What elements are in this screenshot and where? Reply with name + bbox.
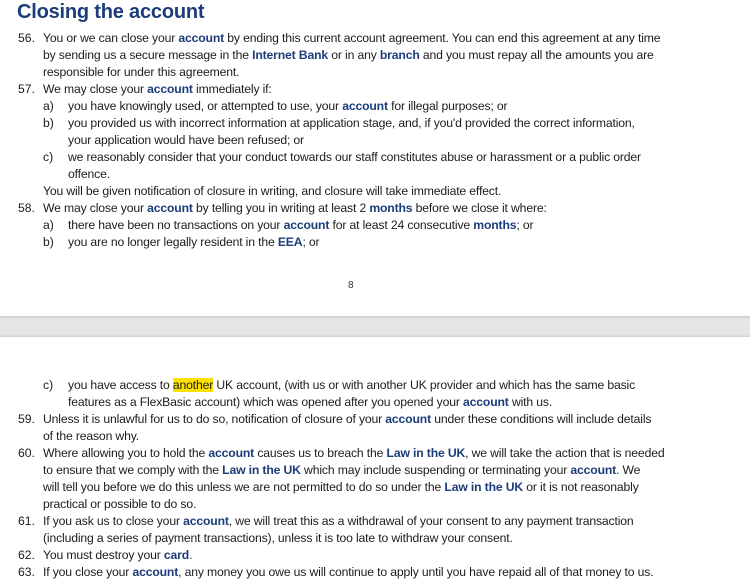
text-segment: for at least 24 consecutive bbox=[329, 218, 474, 232]
text-segment: causes us to breach the bbox=[254, 446, 387, 460]
defined-term: Internet Bank bbox=[252, 48, 329, 62]
text-segment: You must destroy your bbox=[43, 548, 164, 562]
text-segment: and you must repay all the amounts you are bbox=[419, 48, 654, 62]
clause-number: 61. bbox=[18, 514, 35, 528]
text-segment: You or we can close your bbox=[43, 31, 179, 45]
clause-number: 56. bbox=[18, 31, 35, 45]
text-segment: will tell you before we do this unless we are not permitted to do so under the bbox=[43, 480, 445, 494]
clause-text-line bbox=[43, 530, 513, 547]
text-segment: to ensure that we comply with the bbox=[43, 463, 223, 477]
text-segment: (including a series of payment transactions), unless it is too late to withdraw your consent. bbox=[43, 531, 513, 545]
defined-term: Law in the UK bbox=[444, 480, 524, 494]
clause-text-line bbox=[43, 64, 239, 81]
text-segment: for illegal purposes; or bbox=[387, 99, 508, 113]
subclause-text-line bbox=[68, 149, 641, 166]
clause-text-line bbox=[43, 513, 634, 530]
section-heading: Closing the account bbox=[17, 1, 205, 23]
text-segment: practical or possible to do so. bbox=[43, 497, 197, 511]
defined-term: card bbox=[163, 548, 190, 562]
subclause-text-line bbox=[68, 166, 110, 183]
text-segment: . bbox=[189, 548, 193, 562]
clause-number: 59. bbox=[18, 412, 35, 426]
clause-text-line bbox=[43, 47, 654, 64]
clause-text-line bbox=[43, 462, 640, 479]
clause-number: 63. bbox=[18, 565, 35, 579]
text-segment: immediately if: bbox=[192, 82, 272, 96]
clause-text-line bbox=[43, 496, 196, 513]
text-segment: If you ask us to close your bbox=[43, 514, 184, 528]
clause-text-line bbox=[43, 30, 660, 47]
text-segment: by sending us a secure message in the bbox=[43, 48, 253, 62]
defined-term: account bbox=[463, 395, 509, 409]
defined-term: Law in the UK bbox=[222, 463, 301, 477]
clause-text-line bbox=[43, 428, 139, 445]
clause-text-line bbox=[43, 564, 653, 581]
text-segment: you are no longer legally resident in the bbox=[68, 235, 278, 249]
text-segment: of the reason why. bbox=[43, 429, 139, 443]
text-segment: We may close your bbox=[43, 201, 148, 215]
text-segment: there have been no transactions on your bbox=[68, 218, 284, 232]
text-segment: Where allowing you to hold the bbox=[43, 446, 209, 460]
text-segment: ; or bbox=[302, 235, 320, 249]
defined-term: account bbox=[183, 514, 229, 528]
search-highlight: another bbox=[172, 378, 214, 392]
text-segment: . We bbox=[616, 463, 641, 477]
defined-term: account bbox=[283, 218, 330, 232]
text-segment: If you close your bbox=[43, 565, 133, 579]
subclause-text-line bbox=[68, 217, 533, 234]
defined-term: account bbox=[385, 412, 431, 426]
clause-text-line bbox=[43, 445, 664, 462]
clause-number: 62. bbox=[18, 548, 35, 562]
clause-text-line bbox=[43, 411, 651, 428]
clause-text-line bbox=[43, 479, 639, 496]
subclause-text-line bbox=[68, 234, 319, 251]
subclause-text-line bbox=[68, 394, 552, 411]
defined-term: months bbox=[369, 201, 413, 215]
text-segment: , we will take the action that is needed bbox=[465, 446, 665, 460]
clause-number: 58. bbox=[18, 201, 35, 215]
subclause-text-line bbox=[68, 132, 304, 149]
subclause-text-line bbox=[68, 377, 635, 394]
document-page-9 bbox=[0, 337, 750, 586]
clause-number: 57. bbox=[18, 82, 35, 96]
text-segment: under these conditions will include details bbox=[430, 412, 652, 426]
text-segment: , any money you owe us will continue to apply until you have repaid all of that money to us. bbox=[178, 565, 654, 579]
subclause-number: c) bbox=[43, 378, 54, 392]
text-segment: with us. bbox=[508, 395, 553, 409]
defined-term: account bbox=[208, 446, 255, 460]
defined-term: Law in the UK bbox=[386, 446, 466, 460]
text-segment: You will be given notification of closure in writing, and closure will take immediate effect. bbox=[43, 184, 502, 198]
text-segment: your application would have been refused; or bbox=[68, 133, 304, 147]
subclause-number: b) bbox=[43, 116, 54, 130]
clause-text-line bbox=[43, 81, 272, 98]
clause-text-line bbox=[43, 200, 547, 217]
text-segment: offence. bbox=[68, 167, 110, 181]
defined-term: account bbox=[147, 82, 193, 96]
defined-term: account bbox=[178, 31, 225, 45]
defined-term: account bbox=[342, 99, 388, 113]
subclause-number: a) bbox=[43, 218, 54, 232]
note-text-line bbox=[43, 183, 501, 200]
page-number: 8 bbox=[348, 280, 354, 291]
defined-term: account bbox=[147, 201, 193, 215]
text-segment: which may include suspending or terminating your bbox=[300, 463, 571, 477]
text-segment: you have knowingly used, or attempted to use, your bbox=[68, 99, 343, 113]
text-segment: you have access to bbox=[68, 378, 173, 392]
subclause-number: a) bbox=[43, 99, 54, 113]
text-segment: or in any bbox=[328, 48, 380, 62]
clause-text-line bbox=[43, 547, 192, 564]
text-segment: by telling you in writing at least 2 bbox=[192, 201, 370, 215]
text-segment: ; or bbox=[516, 218, 534, 232]
subclause-number: c) bbox=[43, 150, 54, 164]
defined-term: EEA bbox=[277, 235, 303, 249]
text-segment: UK account, (with us or with another UK provider and which has the same basic bbox=[213, 378, 636, 392]
text-segment: by ending this current account agreement. You can end this agreement at any time bbox=[224, 31, 661, 45]
defined-term: months bbox=[473, 218, 517, 232]
text-segment: features as a FlexBasic account) which was opened after you opened your bbox=[68, 395, 464, 409]
defined-term: branch bbox=[379, 48, 420, 62]
text-segment: Unless it is unlawful for us to do so, notification of closure of your bbox=[43, 412, 386, 426]
subclause-number: b) bbox=[43, 235, 54, 249]
defined-term: account bbox=[570, 463, 617, 477]
text-segment: before we close it where: bbox=[412, 201, 547, 215]
clause-number: 60. bbox=[18, 446, 35, 460]
text-segment: or it is not reasonably bbox=[523, 480, 639, 494]
text-segment: we reasonably consider that your conduct towards our staff constitutes abuse or harassment or a public order bbox=[68, 150, 641, 164]
subclause-text-line bbox=[68, 98, 507, 115]
text-segment: responsible for under this agreement. bbox=[43, 65, 240, 79]
subclause-text-line bbox=[68, 115, 635, 132]
text-segment: you provided us with incorrect information at application stage, and, if you'd provided the correct information, bbox=[68, 116, 635, 130]
text-segment: We may close your bbox=[43, 82, 148, 96]
defined-term: account bbox=[132, 565, 179, 579]
text-segment: , we will treat this as a withdrawal of your consent to any payment transaction bbox=[228, 514, 634, 528]
